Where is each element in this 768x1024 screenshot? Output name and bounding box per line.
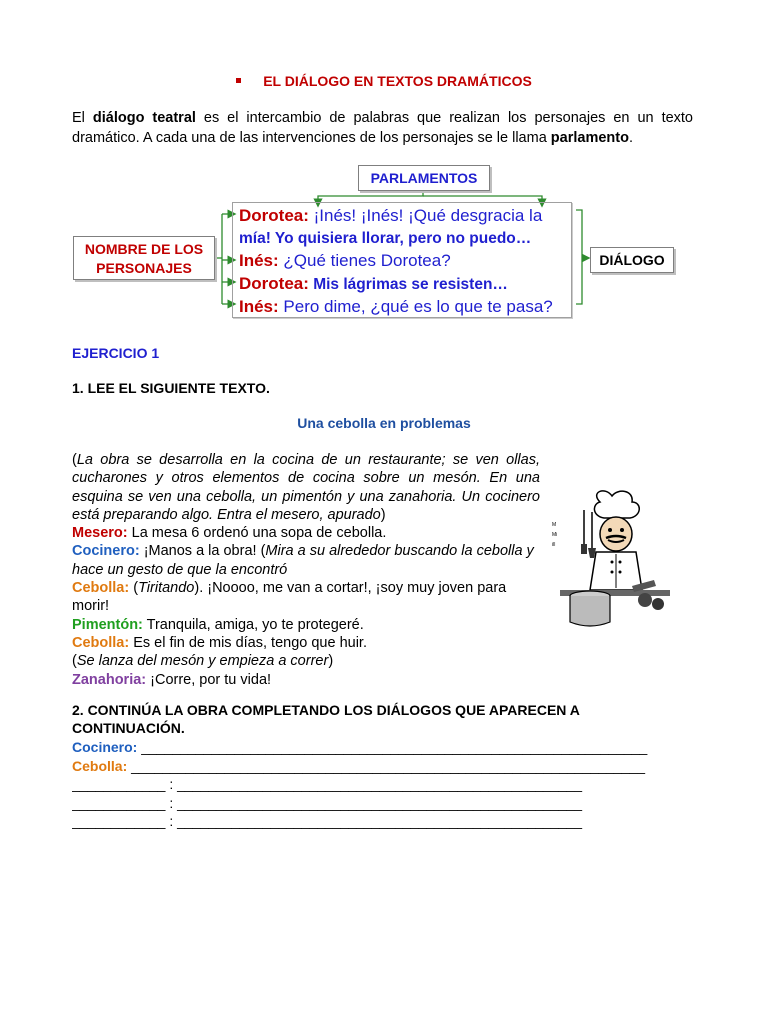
speaker-label: Dorotea: — [239, 206, 309, 225]
dialogo-box — [590, 247, 674, 273]
svg-text:Mi: Mi — [552, 532, 558, 538]
intro-text-3: . — [628, 130, 633, 146]
nombre-personajes-box — [73, 236, 215, 280]
blank-line: ____________ : ____________________________________________________ — [72, 794, 582, 811]
section-title-text: EL DIÁLOGO EN TEXTOS DRAMÁTICOS — [263, 73, 532, 89]
speaker-cebolla: Cebolla: — [72, 580, 130, 597]
question-1: 1. LEE EL SIGUIENTE TEXTO. — [72, 380, 270, 396]
line-zanahoria — [72, 671, 540, 689]
speech-text: Es el fin de mis días, tengo que huir. — [129, 634, 367, 651]
speech-text: ¡Corre, por tu vida! — [146, 671, 272, 688]
play-text — [72, 451, 540, 689]
speech-text: Pero dime, ¿qué es lo que te pasa? — [278, 297, 553, 316]
nombre-line-1: NOMBRE DE LOS — [84, 241, 204, 257]
dialog-line — [239, 296, 571, 319]
answer-line-blank[interactable] — [72, 812, 702, 831]
speaker-label: Inés: — [239, 251, 279, 270]
speech-text: Mis lágrimas se resisten… — [308, 275, 508, 293]
line-cebolla-1 — [72, 579, 540, 616]
line-mesero — [72, 524, 540, 542]
example-dialog-box — [232, 202, 572, 318]
paren: ( — [72, 653, 77, 670]
paren: ) — [380, 506, 386, 523]
stage-text: Se lanza del mesón y empieza a correr — [76, 653, 329, 670]
dialog-line — [239, 250, 571, 273]
speaker-cebolla: Cebolla: — [72, 634, 130, 651]
line-cocinero — [72, 542, 540, 579]
paren: ( — [129, 580, 139, 597]
parlamentos-label: PARLAMENTOS — [370, 170, 478, 186]
line-cebolla-2 — [72, 634, 540, 652]
speaker-pimenton: Pimentón: — [72, 616, 143, 633]
speaker-zanahoria: Zanahoria: — [72, 671, 147, 688]
blank-line: __________________________________________________________________ — [127, 757, 646, 774]
blank-line: ____________ : ____________________________________________________ — [72, 813, 582, 829]
speech-text: ¡Manos a la obra! ( — [139, 543, 266, 560]
chef-illustration — [550, 490, 680, 630]
svg-text:ill: ill — [552, 542, 556, 548]
paren: ( — [72, 452, 77, 468]
speech-text: Tranquila, amiga, yo te protegeré. — [142, 616, 364, 633]
question-2: 2. CONTINÚA LA OBRA COMPLETANDO LOS DIÁLOGOS QUE APARECEN A CONTINUACIÓN. — [72, 702, 580, 736]
stage-text: Tiritando — [138, 580, 195, 597]
svg-text:M: M — [552, 522, 557, 528]
speech-text: ). ¡Noooo, me van a cortar!, ¡soy muy joven para morir! — [72, 580, 507, 615]
paren: ) — [328, 653, 334, 670]
dialog-line — [239, 273, 571, 297]
intro-term-parlamento: parlamento — [550, 130, 629, 146]
exercise-heading: EJERCICIO 1 — [72, 345, 160, 361]
dialog-line — [239, 228, 571, 251]
speaker-mesero: Mesero: — [72, 525, 128, 542]
nombre-line-2: PERSONAJES — [96, 260, 192, 276]
intro-term-dialogo: diálogo teatral — [92, 110, 196, 126]
speaker-cocinero: Cocinero: — [72, 739, 138, 755]
answer-line-cebolla[interactable] — [72, 757, 702, 776]
answer-line-cocinero[interactable] — [72, 738, 702, 757]
speaker-label: Inés: — [239, 297, 279, 316]
blank-line: ____________ : ____________________________________________________ — [72, 776, 582, 792]
speech-text: La mesa 6 ordenó una sopa de cebolla. — [127, 525, 387, 542]
speech-text: mía! Yo quisiera llorar, pero no puedo… — [239, 229, 532, 247]
speech-text: ¿Qué tienes Dorotea? — [278, 251, 451, 270]
stage-text: Mira a su alrededor buscando la cebolla y hace un gesto de que la encontró — [72, 543, 534, 578]
stage-direction-1 — [72, 451, 540, 524]
line-pimenton — [72, 616, 540, 634]
right-bracket — [576, 210, 582, 304]
intro-text-2: es el intercambio de palabras que realizan los personajes en un texto dramático. A cada una de las intervenciones de los personajes se le llama — [72, 110, 694, 146]
dialog-line — [239, 205, 571, 228]
speaker-cebolla: Cebolla: — [72, 757, 128, 774]
dialogo-label: DIÁLOGO — [599, 252, 665, 268]
speech-text: ¡Inés! ¡Inés! ¡Qué desgracia la — [308, 206, 543, 225]
stage-direction-2 — [72, 652, 540, 670]
blank-line: _________________________________________________________________ — [137, 739, 648, 755]
diagram-connectors — [0, 0, 768, 400]
answer-line-blank[interactable] — [72, 775, 702, 794]
parlamentos-box — [358, 165, 490, 191]
intro-text-1: El — [72, 110, 93, 126]
speaker-label: Dorotea: — [239, 273, 309, 293]
speaker-cocinero: Cocinero: — [72, 543, 140, 560]
play-title: Una cebolla en problemas — [297, 415, 471, 431]
answer-lines — [72, 738, 702, 831]
stage-text: La obra se desarrolla en la cocina de un restaurante; se ven ollas, cucharones y otros elementos de cocina sobre un mesón. En una esquina se ven una cebolla, un pimentón y una zanahoria. Un cocinero está preparando algo. Entra el mesero, apurado — [72, 452, 540, 523]
answer-line-blank[interactable] — [72, 794, 702, 813]
